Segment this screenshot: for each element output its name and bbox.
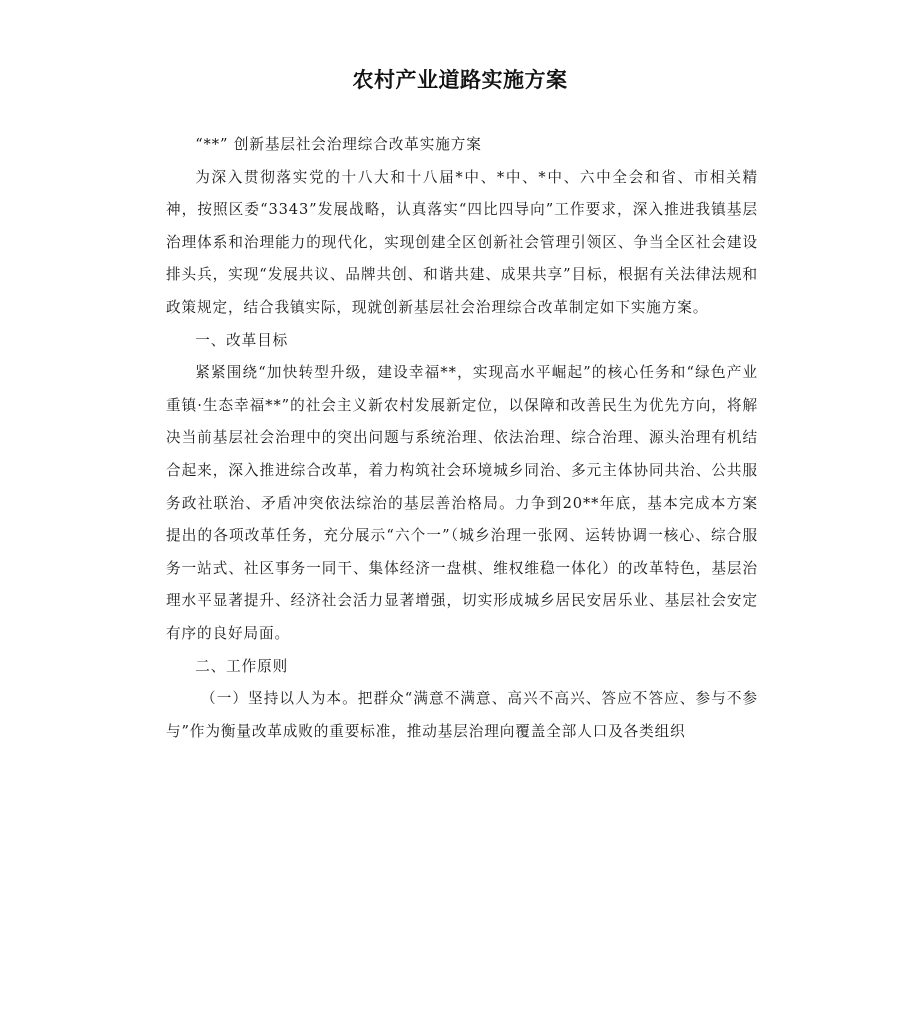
document-title: 农村产业道路实施方案 [352,68,568,92]
paragraph-principle-1: （一）坚持以人为本。把群众“满意不满意、高兴不高兴、答应不答应、参与不参与”作为衡量改革成败的重要标准，推动基层治理向覆盖全部人口及各类组织 [166,690,758,740]
paragraph-goals: 紧紧围绕“加快转型升级，建设幸福**，实现高水平崛起”的核心任务和“绿色产业重镇·生态幸福**”的社会主义新农村发展新定位，以保障和改善民生为优先方向，将解决当前基层社会治理中的突出问题与系统治理、依法治理、综合治理、源头治理有机结合起来，深入推进综合改革，着力构筑社会环境城乡同治、多元主体协同共治、公共服务政社联治、矛盾冲突依法综治的基层善治格局。力争到20**年底，基本完成本方案提出的各项改革任务，充分展示“六个一”（城乡治理一张网、运转协调一核心、综合服务一站式、社区事务一同干、集体经济一盘棋、维权维稳一体化）的改革特色，基层治理水平显著提升、经济社会活力显著增强，切实形成城乡居民安居乐业、基层社会安定有序的良好局面。 [166,364,758,642]
section-heading-goals: 一、改革目标 [195,331,289,349]
paragraph-intro: 为深入贯彻落实党的十八大和十八届*中、*中、*中、六中全会和省、市相关精神，按照区委“3343”发展战略，认真落实“四比四导向”工作要求，深入推进我镇基层治理体系和治理能力的现代化，实现创建全区创新社会管理引领区、争当全区社会建设排头兵，实现“发展共议、品牌共创、和谐共建、成果共享”目标，根据有关法律法规和政策规定，结合我镇实际，现就创新基层社会治理综合改革制定如下实施方案。 [166,168,758,316]
section-heading-principles: 二、工作原则 [195,657,289,675]
document-body [166,129,758,748]
paragraph-subtitle: “**” 创新基层社会治理综合改革实施方案 [195,136,482,153]
